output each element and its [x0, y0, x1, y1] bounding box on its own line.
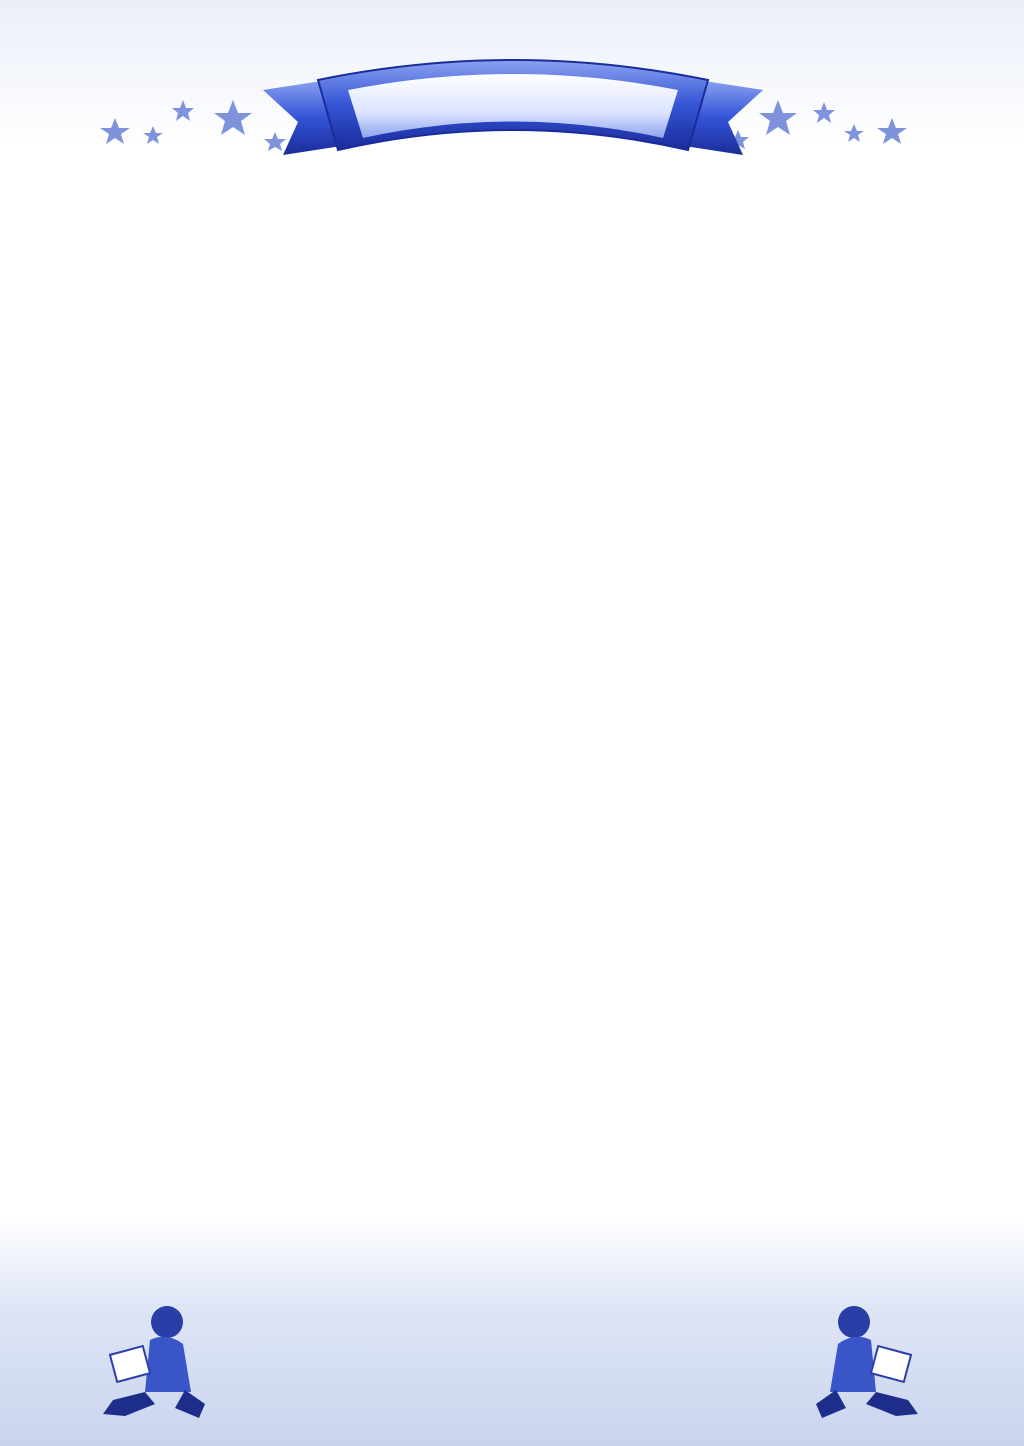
star-icon — [877, 118, 907, 144]
star-icon — [172, 100, 194, 121]
reading-boy-illustration — [95, 1300, 215, 1422]
reading-boy-illustration — [806, 1300, 926, 1422]
star-icon — [143, 126, 163, 144]
star-icon — [100, 118, 130, 144]
star-icon — [844, 124, 864, 142]
ribbon-banner — [258, 50, 768, 170]
bookshelf-illustration — [200, 1336, 820, 1420]
star-icon — [813, 102, 835, 123]
star-icon — [214, 100, 252, 135]
